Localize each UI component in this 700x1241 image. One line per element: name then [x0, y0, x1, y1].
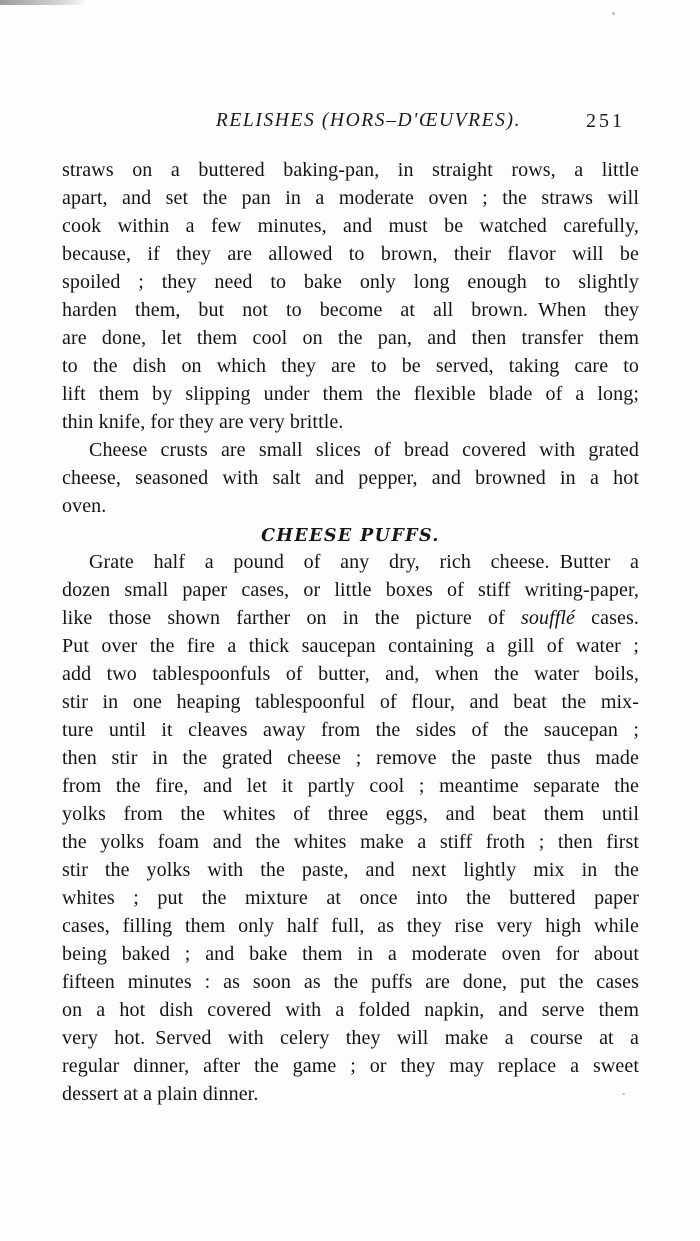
text-line: very hot. Served with celery they will make a course at a	[62, 1027, 639, 1049]
text-line: ture until it cleaves away from the sides of the saucepan ;	[62, 719, 639, 741]
text-line: to the dish on which they are to be served, taking care to	[62, 355, 639, 377]
text-line: whites ; put the mixture at once into the buttered paper	[62, 887, 639, 909]
page-number: 251	[586, 110, 625, 132]
running-head	[62, 110, 639, 140]
scan-speck-artifact	[612, 12, 615, 15]
text-line: regular dinner, after the game ; or they may replace a sweet	[62, 1055, 639, 1077]
text-line: harden them, but not to become at all brown. When they	[62, 299, 639, 321]
text-line: oven.	[62, 495, 107, 517]
text-line: then stir in the grated cheese ; remove the paste thus made	[62, 747, 639, 769]
page-body	[62, 156, 639, 1108]
text-line: are done, let them cool on the pan, and then transfer them	[62, 327, 639, 349]
text-line: being baked ; and bake them in a moderate oven for about	[62, 943, 639, 965]
text-line: cases, filling them only half full, as they rise very high while	[62, 915, 639, 937]
text-line: dozen small paper cases, or little boxes of stiff writing-paper,	[62, 579, 639, 601]
text-line: dessert at a plain dinner.	[62, 1083, 259, 1105]
running-head-title: RELISHES (HORS–D'ŒUVRES).	[215, 110, 522, 131]
section-heading: CHEESE PUFFS.	[261, 526, 440, 546]
text-line: cheese, seasoned with salt and pepper, and browned in a hot	[62, 467, 639, 489]
text-line: Grate half a pound of any dry, rich cheese. Butter a	[89, 551, 639, 573]
text-line: lift them by slipping under them the flexible blade of a long;	[62, 383, 639, 405]
text-line: Cheese crusts are small slices of bread covered with grated	[89, 439, 639, 461]
text-line: spoiled ; they need to bake only long enough to slightly	[62, 271, 639, 293]
text-line: Put over the fire a thick saucepan containing a gill of water ;	[62, 635, 639, 657]
text-line: add two tablespoonfuls of butter, and, when the water boils,	[62, 663, 639, 685]
text-line: stir the yolks with the paste, and next lightly mix in the	[62, 859, 639, 881]
text-line: apart, and set the pan in a moderate oven ; the straws will	[62, 187, 639, 209]
text-line: stir in one heaping tablespoonful of flour, and beat the mix-	[62, 691, 639, 713]
text-line: like those shown farther on in the picture of soufflé cases.	[62, 607, 639, 629]
text-line: cook within a few minutes, and must be watched carefully,	[62, 215, 639, 237]
text-line: straws on a buttered baking-pan, in straight rows, a little	[62, 159, 639, 181]
italic-term: soufflé	[521, 607, 576, 629]
text-line: fifteen minutes : as soon as the puffs are done, put the cases	[62, 971, 639, 993]
text-line: from the fire, and let it partly cool ; meantime separate the	[62, 775, 639, 797]
text-line: thin knife, for they are very brittle.	[62, 411, 344, 433]
scan-smudge-artifact	[0, 0, 86, 5]
text-line: yolks from the whites of three eggs, and beat them until	[62, 803, 639, 825]
text-line: the yolks foam and the whites make a stiff froth ; then first	[62, 831, 639, 853]
text-line: on a hot dish covered with a folded napkin, and serve them	[62, 999, 639, 1021]
text-line: because, if they are allowed to brown, their flavor will be	[62, 243, 639, 265]
